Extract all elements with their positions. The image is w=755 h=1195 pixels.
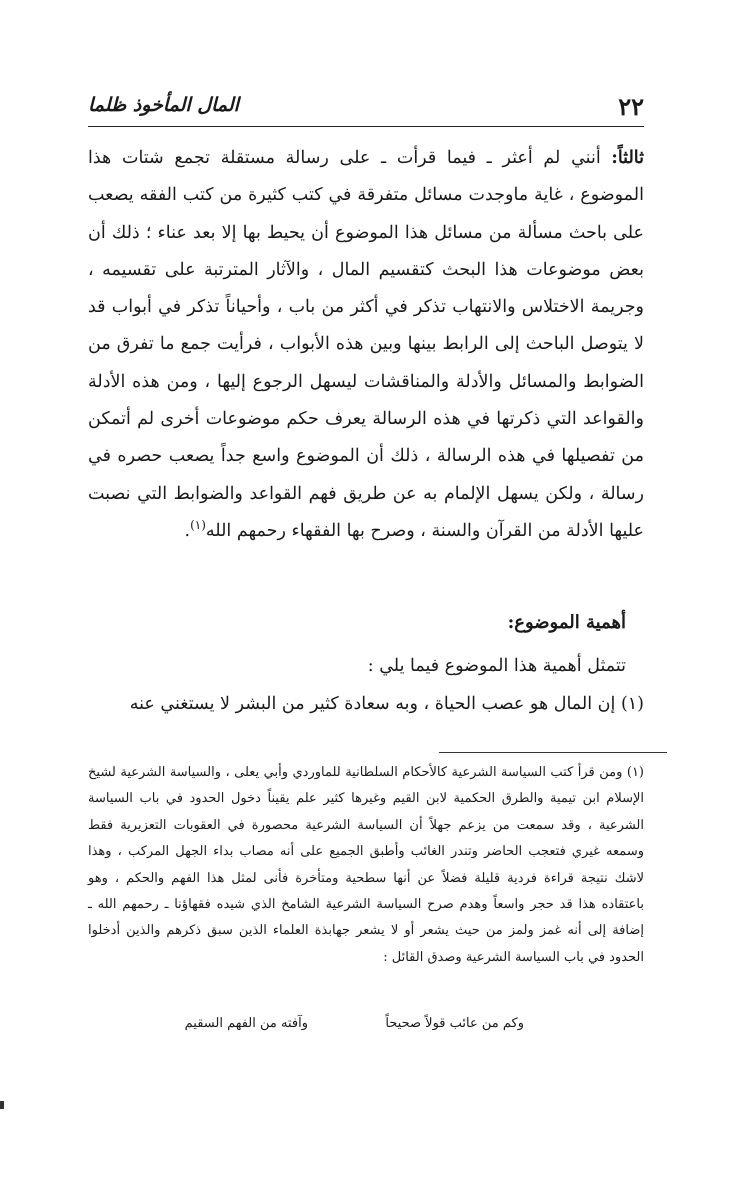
page-number: ٢٢ xyxy=(618,92,644,121)
point-1: (١) إن المال هو عصب الحياة ، وبه سعادة كثير من البشر لا يستغني عنه xyxy=(129,694,644,714)
footnote xyxy=(88,760,644,971)
edge-mark xyxy=(0,1101,4,1109)
verse-second-hemistich: وآفته من الفهم السقيم xyxy=(184,1016,308,1031)
footnote-reference[interactable]: (١) xyxy=(190,518,206,533)
section-intro: تتمثل أهمية هذا الموضوع فيما يلي : xyxy=(367,656,626,676)
paragraph-text: أنني لم أعثر ـ فيما قرأت ـ على رسالة مستقلة تجمع شتات هذا الموضوع ، غاية ماوجدت مسائل متفرقة في كتب كثيرة من كتب الفقه يصعب على باحث مسألة من مسائل هذا الموضوع أن يحيط بها إلا بعد عناء ؛ ذلك أن بعض موضوعات هذا البحث كتقسيم المال ، والآثار المترتبة على تقسيمه ، وجريمة الاختلاس والانتهاب تذكر في أكثر من باب ، وأحياناً تذكر في أبواب قد لا يتوصل الباحث إلى الرابط بينها وبين هذه الأبواب ، فرأيت جمع ما تفرق من الضوابط والمسائل والأدلة والمناقشات ليسهل الرجوع إليها ، ومن هذه الأدلة والقواعد التي ذكرتها في هذه الرسالة يعرف حكم موضوعات أخرى لم أتمكن من تفصيلها في هذه الرسالة ، ذلك أن الموضوع واسع جداً يصعب حصره في رسالة ، ولكن يسهل الإلمام به عن طريق فهم القواعد والضوابط التي نصبت عليها الأدلة من القرآن والسنة ، وصرح بها الفقهاء رحمهم الله xyxy=(88,148,644,541)
paragraph-closing: . xyxy=(184,520,191,541)
footnote-separator xyxy=(439,752,667,753)
verse-first-hemistich: وكم من عائب قولاً صحيحاً xyxy=(385,1016,524,1031)
lead-label: ثالثاً: xyxy=(611,148,644,168)
main-paragraph xyxy=(88,140,644,550)
section-heading: أهمية الموضوع: xyxy=(507,612,626,633)
footnote-text: (١) ومن قرأ كتب السياسة الشرعية كالأحكام السلطانية للماوردي وأبي يعلى ، والسياسة الشرعية لشيخ الإسلام ابن تيمية والطرق الحكمية لابن القيم وغيرها كثير علم يقيناً دخول الحدود في باب السياسة الشرعية ، وقد سمعت من يزعم جهلاً أن السياسة الشرعية محصورة في العقوبات التعزيرية فقط وسمعه غيري فتعجب الحاضر وتندر الغائب وأطبق الجميع على أنه مصاب بداء الجهل المركب ، وهذا لاشك نتيجة قراءة فردية قليلة فضلاً عن أنها سطحية ومتأخرة فأنى لمثل هذا الفهم والحكم ، وهو باعتقاده هذا قد حجر واسعاً وهدم صرح السياسة الشرعية الشامخ الذي شيده فقهاؤنا ـ رحمهم الله ـ إضافة إلى أنه غمز ولمز من حيث يشعر أو لا يشعر جهابذة العلماء الذين سبق ذكرهم والذين أدخلوا الحدود في باب السياسة الشرعية وصدق القائل : xyxy=(88,765,644,965)
running-title: المال المأخوذ ظلما xyxy=(88,94,239,116)
page-header xyxy=(88,90,644,127)
